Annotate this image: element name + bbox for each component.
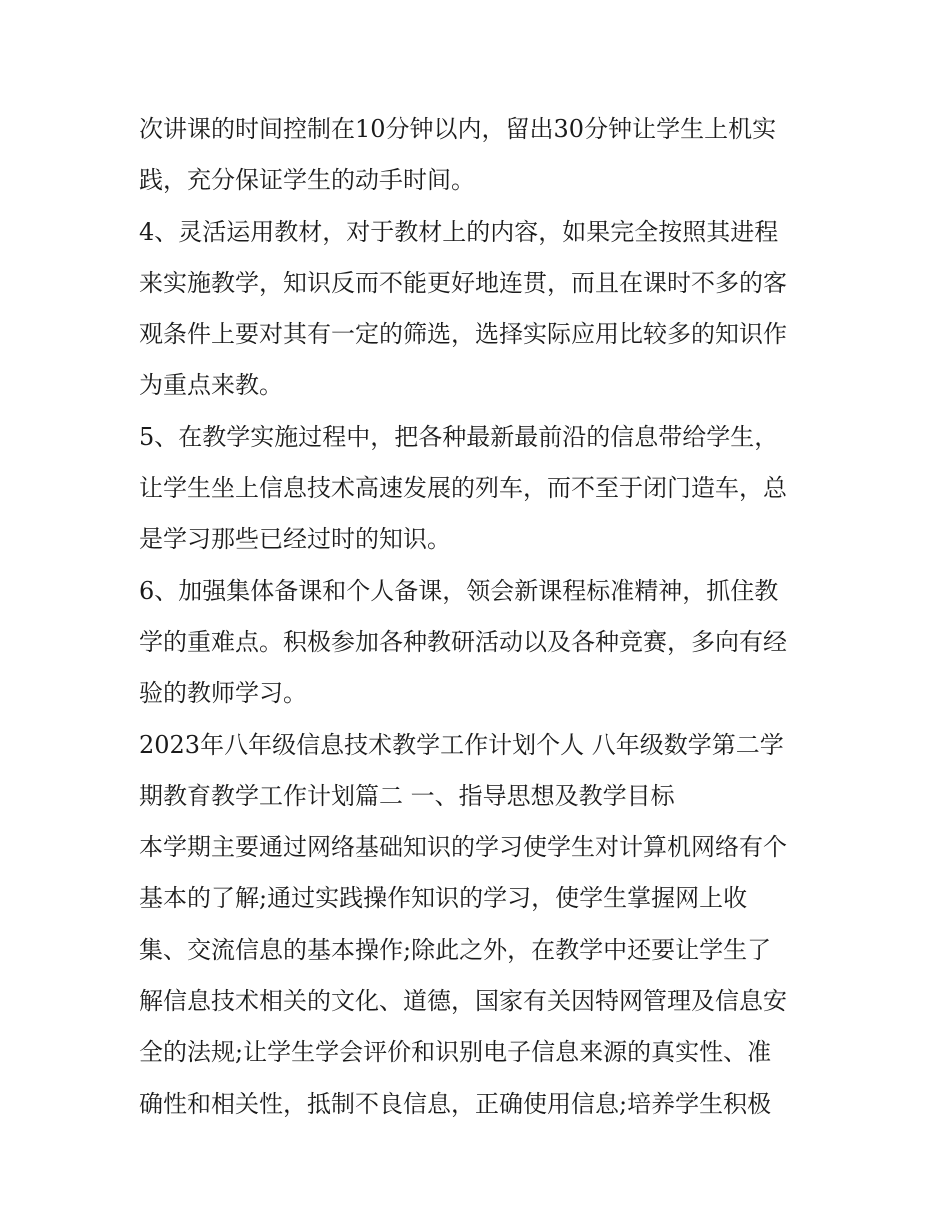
text-line: 4、灵活运用教材，对于教材上的内容，如果完全按照其进程 — [139, 217, 779, 246]
document-text — [139, 104, 829, 1130]
text-line: 确性和相关性，抵制不良信息，正确使用信息;培养学生积极 — [139, 1089, 772, 1118]
text-line: 学的重难点。积极参加各种教研活动以及各种竞赛，多向有经 — [139, 627, 787, 656]
text-line: 验的教师学习。 — [139, 679, 307, 708]
text-line: 2023年八年级信息技术教学工作计划个人 八年级数学第二学 — [139, 730, 784, 759]
text-line: 6、加强集体备课和个人备课，领会新课程标准精神，抓住教 — [139, 576, 779, 605]
text-line: 解信息技术相关的文化、道德，国家有关因特网管理及信息安 — [139, 987, 787, 1016]
text-line: 本学期主要通过网络基础知识的学习使学生对计算机网络有个 — [139, 833, 787, 862]
text-line: 基本的了解;通过实践操作知识的学习，使学生掌握网上收 — [139, 884, 748, 913]
text-line: 为重点来教。 — [139, 371, 283, 400]
text-line: 次讲课的时间控制在10分钟以内，留出30分钟让学生上机实 — [139, 115, 777, 143]
text-line: 观条件上要对其有一定的筛选，选择实际应用比较多的知识作 — [139, 320, 787, 349]
text-line: 是学习那些已经过时的知识。 — [139, 525, 451, 554]
text-line: 践，充分保证学生的动手时间。 — [139, 166, 475, 195]
text-line: 期教育教学工作计划篇二 一、指导思想及教学目标 — [139, 781, 675, 810]
text-line: 让学生坐上信息技术高速发展的列车，而不至于闭门造车，总 — [139, 474, 787, 503]
text-line: 集、交流信息的基本操作;除此之外，在教学中还要让学生了 — [139, 935, 772, 964]
text-line: 5、在教学实施过程中，把各种最新最前沿的信息带给学生， — [139, 422, 779, 451]
text-line: 来实施教学，知识反而不能更好地连贯，而且在课时不多的客 — [139, 268, 787, 297]
text-line: 全的法规;让学生学会评价和识别电子信息来源的真实性、准 — [139, 1038, 772, 1067]
